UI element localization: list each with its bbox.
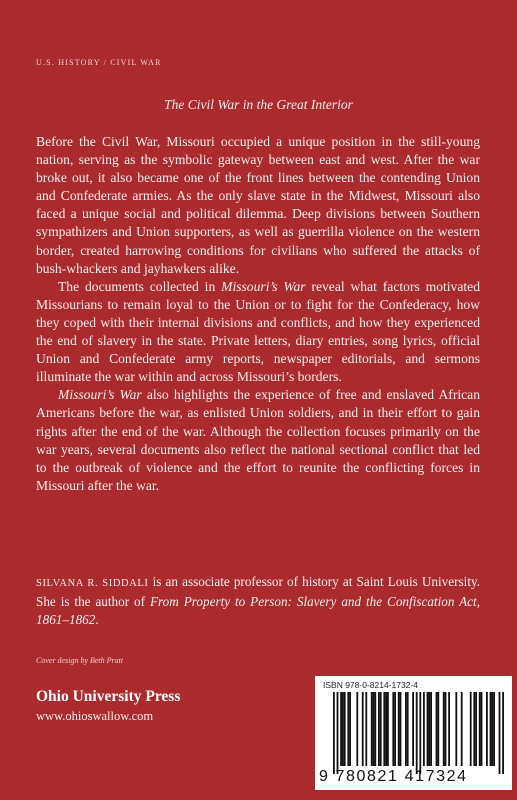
series-title: The Civil War in the Great Interior: [164, 97, 353, 112]
barcode-bar: [461, 692, 463, 766]
barcode-bar: [373, 692, 375, 766]
barcode-bar: [437, 692, 439, 766]
barcode-bar: [427, 692, 429, 766]
barcode-bar: [387, 692, 389, 766]
barcode-bar: [394, 692, 396, 766]
barcode-bar: [365, 692, 367, 766]
barcode-bar: [443, 692, 445, 766]
isbn-barcode: [315, 676, 512, 790]
barcode-bar: [344, 692, 346, 766]
barcode-bar: [493, 692, 495, 766]
barcode-digits: 9 780821 417324: [319, 768, 468, 785]
barcode-bar: [398, 692, 400, 766]
paragraph-text: The documents collected in: [58, 278, 222, 294]
barcode-bar: [374, 692, 376, 766]
bio-text: is an associate professor of history at Saint Louis University. She is the author of: [36, 574, 481, 610]
isbn-label: ISBN 978-0-8214-1732-4: [323, 680, 418, 690]
barcode-bar: [430, 692, 432, 766]
barcode-bar: [481, 692, 483, 766]
barcode-bar: [445, 692, 447, 766]
barcode-bar: [412, 692, 414, 766]
barcode-bar: [473, 692, 475, 766]
barcode-bar: [400, 692, 402, 766]
author-book-title: From Property to Person: Slavery and the Confiscation Act, 1861–1862: [36, 594, 480, 628]
bio-end: .: [95, 612, 99, 628]
barcode-bar: [475, 692, 477, 766]
paragraph-text: also highlights the experience of free and enslaved African Americans before the war, as enlisted Union soldiers, and in their effort to gain rights after the end of the war. Although the collection focuses primarily on the war years, several documents also reflect the national sectional conflict that led to the outbreak of violence and the effort to reunite the conflicting forces in Missouri after the war.: [36, 387, 480, 493]
barcode-bar: [405, 692, 407, 766]
barcode-bar: [340, 692, 342, 766]
barcode-guard-bar: [337, 692, 339, 774]
barcode-bar: [436, 692, 438, 766]
cover-design-credit: Cover design by Beth Pratt: [36, 656, 124, 665]
publisher-website: www.ohioswallow.com: [36, 709, 154, 723]
category-label: U.S. HISTORY / CIVIL WAR: [36, 58, 162, 67]
barcode-bar: [448, 692, 450, 766]
barcode-bar: [342, 692, 344, 766]
barcode-bar: [455, 692, 457, 766]
barcode-bar: [383, 692, 385, 766]
barcode-guard-bar: [333, 692, 335, 774]
barcode-bar: [378, 692, 380, 766]
barcode-bar: [428, 692, 430, 766]
author-bio: [36, 573, 480, 629]
barcode-bar: [486, 692, 488, 766]
publisher-name: Ohio University Press: [36, 688, 181, 705]
barcode-bar: [385, 692, 387, 766]
description-paragraph-3: [36, 386, 480, 495]
paragraph-text: reveal what factors motivated Missourians to remain loyal to the Union or to fight for the Confederacy, how they coped with their internal divisions and conflicts, and how they experienced the end of slavery in the state. Private letters, diary entries, song lyrics, official Union and Confederate army reports, newspaper editorials, and sermons illuminate the war within and across Missouri’s borders.: [36, 278, 480, 385]
barcode-guard-bar: [416, 692, 418, 774]
book-title: Missouri’s War: [221, 278, 306, 294]
barcode-bar: [380, 692, 382, 766]
barcode-guard-bar: [419, 692, 421, 774]
barcode-guard-bar: [499, 692, 501, 774]
barcode-bar: [423, 692, 425, 766]
barcode-bar: [392, 692, 394, 766]
barcode-bar: [407, 692, 409, 766]
book-title: Missouri’s War: [58, 387, 142, 403]
barcode-bar: [356, 692, 358, 766]
barcode-bar: [470, 692, 472, 766]
barcode-bar: [490, 692, 492, 766]
barcode-bar: [371, 692, 373, 766]
barcode-bar: [362, 692, 364, 766]
barcode-bar: [349, 692, 351, 766]
author-name: SILVANA R. SIDDALI: [36, 578, 149, 589]
barcode-bar: [491, 692, 493, 766]
description-paragraph-1: Before the Civil War, Missouri occupied a unique position in the still-young nation, serving as the symbolic gateway between east and west. After the war broke out, it also became one of the front lines between the contending Union and Confederate armies. As the only slave state in the Midwest, Missouri also faced a unique social and political dilemma. Deep divisions between Southern sympathizers and Union supporters, as well as guerrilla violence on the western border, created harrowing conditions for civilians who suffered the attacks of bush-whackers and jayhawkers alike.: [36, 134, 480, 276]
barcode-bar: [347, 692, 349, 766]
barcode-bar: [479, 692, 481, 766]
barcode-guard-bar: [502, 692, 504, 774]
description-paragraph-2: [36, 278, 480, 387]
description: [36, 133, 480, 495]
